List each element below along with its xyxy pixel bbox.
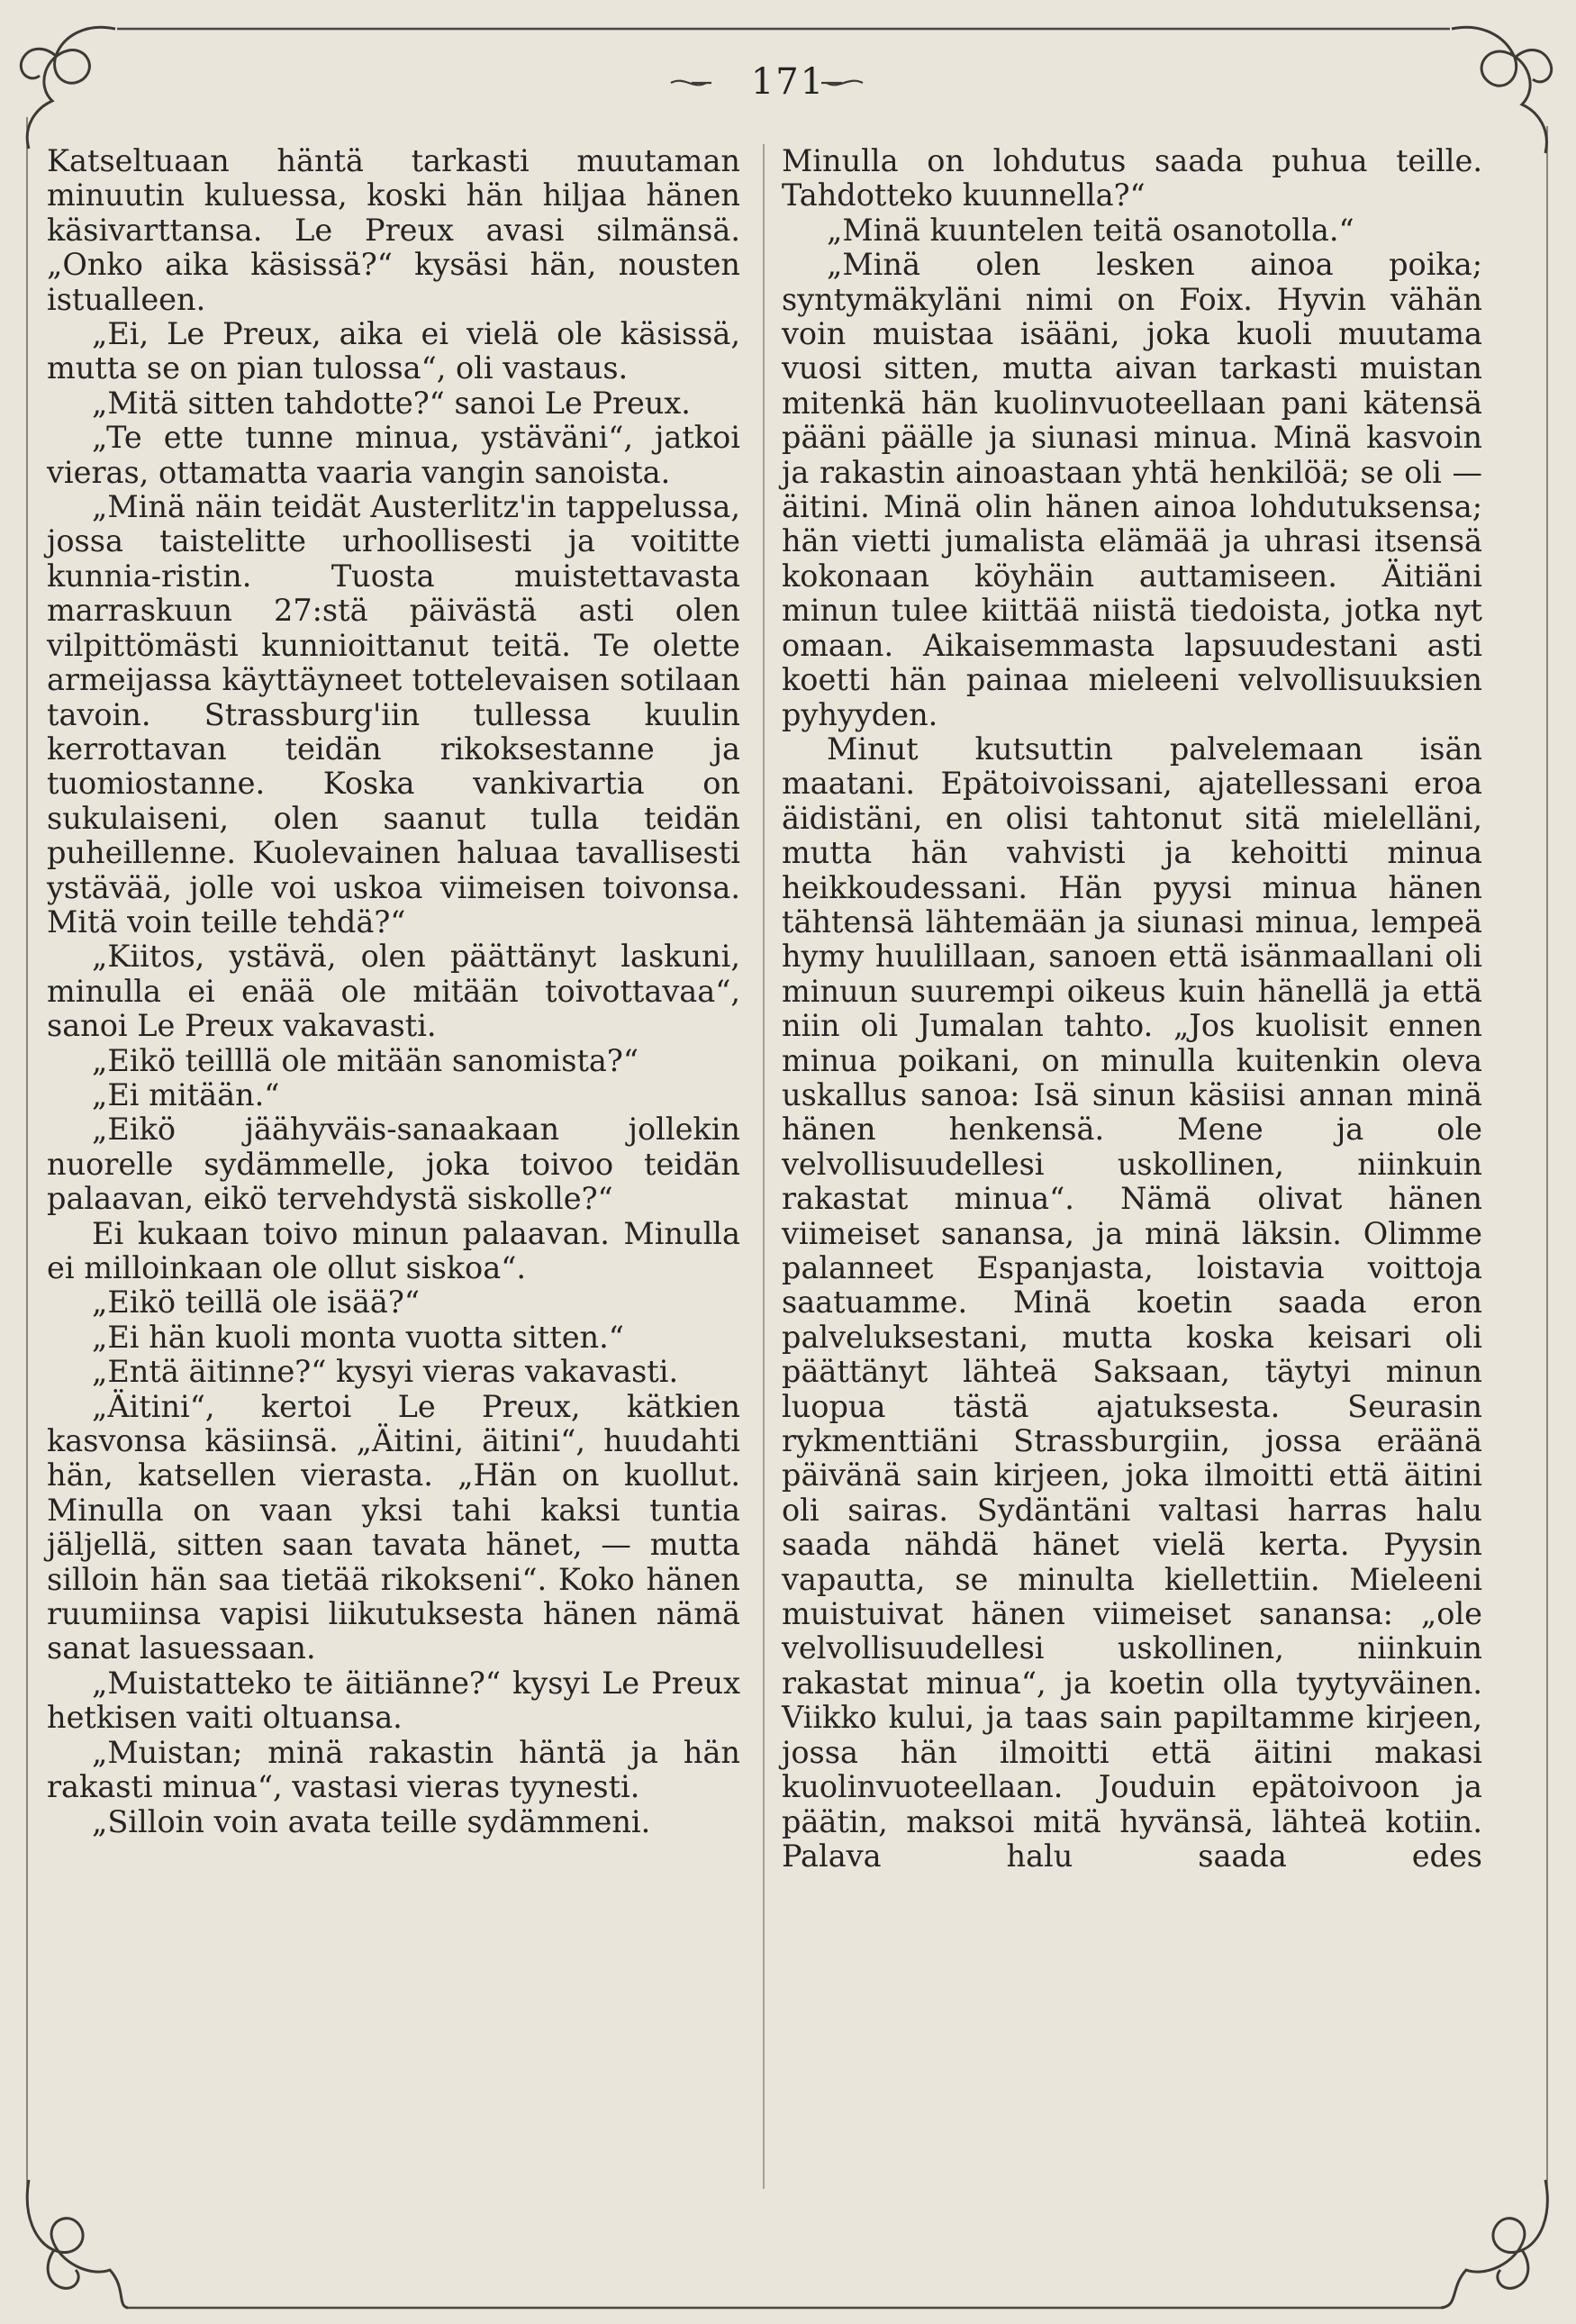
- paragraph: Minulla on lohdutus saada puhua teille. Tahdotteko kuunnella?“: [782, 143, 1482, 213]
- paragraph: „Minä näin teidät Austerlitz'in tappelussa, jossa taistelitte urhoollisesti ja voititte kunnia-ristin. Tuosta muistettavasta marraskuun 27:stä päivästä asti olen vilpittömästi kunnioittanut teitä. Te olette armeijassa käyttäyneet tottelevaisen sotilaan tavoin. Strassburg'iin tullessa kuulin kerrottavan teidän rikoksestanne ja tuomiostanne. Koska vankivartia on sukulaiseni, olen saanut tulla teidän puheillenne. Kuolevainen haluaa tavallisesti ystävää, jolle voi uskoa viimeisen toivonsa. Mitä voin teille tehdä?“: [47, 489, 740, 940]
- paragraph: „Minä olen lesken ainoa poika; syntymäkyläni nimi on Foix. Hyvin vähän voin muistaa isääni, joka kuoli muutama vuosi sitten, mutta aivan tarkasti muistan mitenkä hän kuolinvuoteellaan pani kätensä pääni päälle ja siunasi minua. Minä kasvoin ja rakastin ainoastaan yhtä henkilöä; se oli — äitini. Minä olin hänen ainoa lohdutuksensa; hän vietti jumalista elämää ja uhrasi itsensä kokonaan köyhäin auttamiseen. Äitiäni minun tulee kiittää niistä tiedoista, jotka nyt omaan. Aikaisemmasta lapsuudestani asti koetti hän painaa mieleeni velvollisuuksien pyhyyden.: [782, 247, 1482, 732]
- corner-flourish-top-right: [1452, 27, 1552, 153]
- right-column: [782, 144, 1482, 1874]
- paragraph: „Eikö teilllä ole mitään sanomista?“: [92, 1042, 639, 1078]
- paragraph: „Ei mitään.“: [92, 1076, 280, 1112]
- paragraph: „Äitini“, kertoi Le Preux, kätkien kasvonsa käsiinsä. „Äitini, äitini“, huudahti hän, katsellen vierasta. „Hän on kuollut. Minulla on vaan yksi tahi kaksi tuntia jäljellä, sitten saan tavata hänet, — mutta silloin hän saa tietää rikokseni“. Koko hänen ruumiinsa vapisi liikutuksesta hänen nämä sanat lasuessaan.: [47, 1388, 740, 1666]
- paragraph: „Entä äitinne?“ kysyi vieras vakavasti.: [92, 1354, 679, 1390]
- paragraph: Ei kukaan toivo minun palaavan. Minulla ei milloinkaan ole ollut siskoa“.: [47, 1215, 740, 1285]
- paragraph: „Ei, Le Preux, aika ei vielä ole käsissä, mutta se on pian tulossa“, oli vastaus.: [47, 316, 740, 386]
- corner-flourish-bottom-left: [27, 2180, 128, 2308]
- paragraph: „Te ette tunne minua, ystäväni“, jatkoi vieras, ottamatta vaaria vangin sanoista.: [47, 420, 740, 490]
- column-divider: [763, 144, 765, 2189]
- corner-flourish-bottom-right: [1441, 2180, 1547, 2308]
- paragraph: „Minä kuuntelen teitä osanotolla.“: [827, 212, 1354, 248]
- corner-flourish-top-left: [21, 27, 115, 149]
- paragraph: „Ei hän kuoli monta vuotta sitten.“: [92, 1319, 624, 1355]
- left-column: [47, 144, 740, 1839]
- paragraph: „Kiitos, ystävä, olen päättänyt laskuni, minulla ei enää ole mitään toivottavaa“, sanoi Le Preux vakavasti.: [47, 939, 740, 1044]
- paragraph: Minut kutsuttin palvelemaan isän maatani. Epätoivoissani, ajatellessani eroa äidistäni, en olisi tahtonut sitä mielelläni, mutta hän vahvisti ja kehoitti minua heikkoudessani. Hän pyysi minua hänen tähtensä lähtemään ja siunasi minua, lempeä hymy huulillaan, sanoen että isänmaallani oli minuun suurempi oikeus kuin hänellä ja että niin oli Jumalan tahto. „Jos kuolisit ennen minua poikani, on minulla kuitenkin oleva uskallus sanoa: Isä sinun käsiisi annan minä hänen henkensä. Mene ja ole velvollisuudellesi uskollinen, niinkuin rakastat minua“. Nämä olivat hänen viimeiset sanansa, ja minä läksin. Olimme palanneet Espanjasta, loistavia voittoja saatuamme. Minä koetin saada eron palveluksestani, mutta koska keisari oli päättänyt lähteä Saksaan, täytyi minun luopua tästä ajatuksesta. Seurasin rykmenttiäni Strassburgiin, jossa eräänä päivänä sain kirjeen, joka ilmoitti että äitini oli sairas. Sydäntäni valtasi harras halu saada nähdä hänet vielä kerta. Pyysin vapautta, se minulta kiellettiin. Mieleeni muistuivat hänen viimeiset sanansa: „ole velvollisuudellesi uskollinen, niinkuin rakastat minua“, ja koetin olla tyytyväinen. Viikko kului, ja taas sain papiltamme kirjeen, jossa hän ilmoitti että äitini makasi kuolinvuoteellaan. Jouduin epätoivoon ja päätin, maksoi mitä hyvänsä, lähteä kotiin. Palava halu saada edes: [782, 731, 1482, 1874]
- paragraph: „Silloin voin avata teille sydämmeni.: [92, 1803, 651, 1839]
- paragraph: „Muistatteko te äitiänne?“ kysyi Le Preux hetkisen vaiti oltuansa.: [47, 1665, 740, 1736]
- page-number: 171: [750, 61, 826, 103]
- paragraph: „Mitä sitten tahdotte?“ sanoi Le Preux.: [92, 385, 691, 421]
- paragraph: „Muistan; minä rakastin häntä ja hän rakasti minua“, vastasi vieras tyynesti.: [47, 1734, 740, 1805]
- paragraph: „Eikö teillä ole isää?“: [92, 1285, 420, 1321]
- paragraph: „Eikö jäähyväis-sanaakaan jollekin nuorelle sydämmelle, joka toivoo teidän palaavan, eikö tervehdystä siskolle?“: [47, 1112, 740, 1217]
- paragraph: Katseltuaan häntä tarkasti muutaman minuutin kuluessa, koski hän hiljaa hänen käsivarttansa. Le Preux avasi silmänsä. „Onko aika käsissä?“ kysäsi hän, nousten istualleen.: [47, 143, 740, 317]
